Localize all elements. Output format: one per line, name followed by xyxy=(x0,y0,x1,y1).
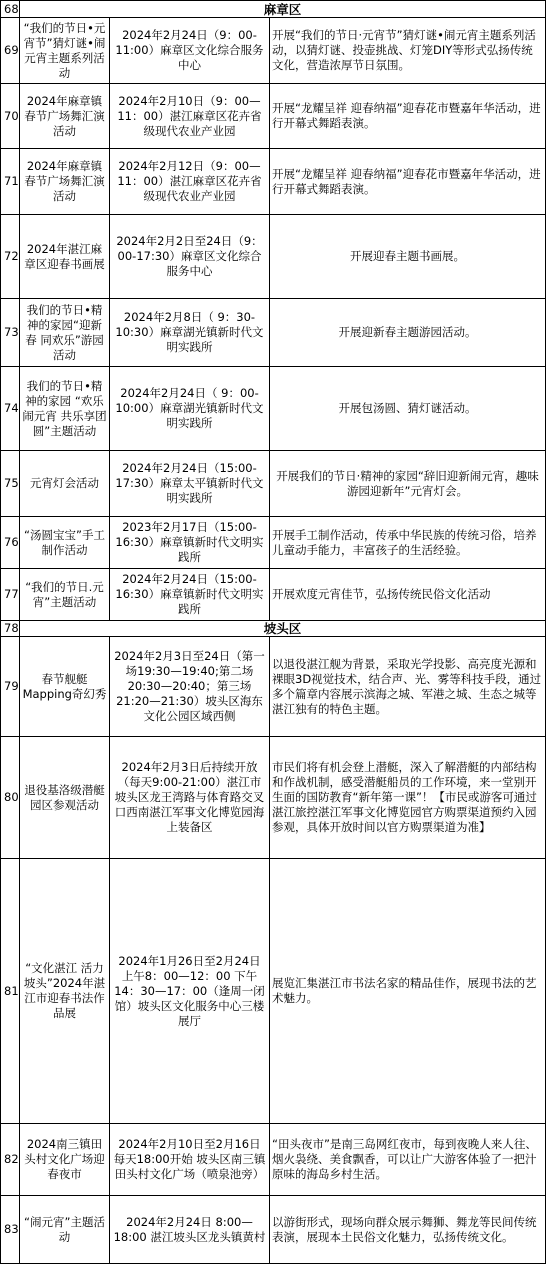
event-name: “文化湛江 活力坡头”2024年湛江市迎春书法作品展 xyxy=(20,859,110,1124)
table-row xyxy=(1,367,546,451)
table-row xyxy=(1,737,546,859)
table-row xyxy=(1,299,546,367)
event-description: 开展包汤圆、猜灯谜活动。 xyxy=(270,367,546,451)
row-number: 78 xyxy=(1,621,20,637)
row-number: 69 xyxy=(1,18,20,84)
event-description: 市民们将有机会登上潜艇，深入了解潜艇的内部结构和作战机制，感受潜艇船员的工作环境，来一堂别开生面的国防教育“新年第一课”！【市民或游客可通过湛江旅控湛江军事文化博览园官方购票渠道预约入园参观，具体开放时间以官方购票渠道为准】 xyxy=(270,737,546,859)
event-time-location: 2024年2月2日至24日（9：00-17:30）麻章区文化综合服务中心 xyxy=(110,215,270,299)
event-description: 以退役湛江舰为背景，采取光学投影、高亮度光源和裸眼3D视觉技术，结合声、光、雾等科技手段，通过多个篇章内容展示滨海之城、军港之城、生态之城等湛江独有的特色主题。 xyxy=(270,637,546,737)
event-time-location: 2023年2月17日（15:00-16:30）麻章镇新时代文明实践所 xyxy=(110,517,270,569)
table-row xyxy=(1,1124,546,1196)
row-number: 75 xyxy=(1,451,20,517)
section-title: 麻章区 xyxy=(20,1,546,18)
event-time-location: 2024年2月24日（15:00-17:30）麻章太平镇新时代文明实践所 xyxy=(110,451,270,517)
event-description: 开展“龙耀呈祥 迎春纳福”迎春花市暨嘉年华活动，进行开幕式舞蹈表演。 xyxy=(270,84,546,149)
event-name: 2024年湛江麻章区迎春书画展 xyxy=(20,215,110,299)
table-row xyxy=(1,1196,546,1264)
event-name: “我们的节日•元宵节”猜灯谜•闹元宵主题系列活动 xyxy=(20,18,110,84)
event-time-location: 2024年2月8日（ 9：30-10:30）麻章湖光镇新时代文明实践所 xyxy=(110,299,270,367)
table-row xyxy=(1,18,546,84)
event-description: 开展迎新春主题游园活动。 xyxy=(270,299,546,367)
row-number: 83 xyxy=(1,1196,20,1264)
event-description: 展览汇集湛江市书法名家的精品佳作，展现书法的艺术魅力。 xyxy=(270,859,546,1124)
event-description: 开展手工制作活动，传承中华民族的传统习俗，培养儿童动手能力，丰富孩子的生活经验。 xyxy=(270,517,546,569)
event-name: 退役基洛级潜艇园区参观活动 xyxy=(20,737,110,859)
section-header-row xyxy=(1,621,546,637)
event-description: 开展迎春主题书画展。 xyxy=(270,215,546,299)
row-number: 70 xyxy=(1,84,20,149)
row-number: 76 xyxy=(1,517,20,569)
event-time-location: 2024年2月10日（9：00—11：00）湛江麻章区花卉省级现代农业产业园 xyxy=(110,84,270,149)
table-row xyxy=(1,451,546,517)
section-header-row xyxy=(1,1,546,18)
event-description: 开展“龙耀呈祥 迎春纳福”迎春花市暨嘉年华活动，进行开幕式舞蹈表演。 xyxy=(270,149,546,215)
row-number: 81 xyxy=(1,859,20,1124)
event-name: 我们的节日•精神的家园 “欢乐闹元宵 共乐享团圆”主题活动 xyxy=(20,367,110,451)
event-name: 2024南三镇田头村文化广场迎春夜市 xyxy=(20,1124,110,1196)
section-title: 坡头区 xyxy=(20,621,546,637)
table-row xyxy=(1,859,546,1124)
event-name: 2024年麻章镇春节广场舞汇演活动 xyxy=(20,149,110,215)
event-time-location: 2024年1月26日至2月24日 上午8：00—12：00 下午14：30—17：00（逢周一闭馆）坡头区文化服务中心三楼展厅 xyxy=(110,859,270,1124)
event-description: 以游街形式，现场向群众展示舞狮、舞龙等民间传统表演，展现本土民俗文化魅力，弘扬传统文化。 xyxy=(270,1196,546,1264)
row-number: 68 xyxy=(1,1,20,18)
row-number: 82 xyxy=(1,1124,20,1196)
event-time-location: 2024年2月24日（9：00-11:00）麻章区文化综合服务中心 xyxy=(110,18,270,84)
event-name: 2024年麻章镇春节广场舞汇演活动 xyxy=(20,84,110,149)
row-number: 80 xyxy=(1,737,20,859)
event-name: 元宵灯会活动 xyxy=(20,451,110,517)
event-name: “闹元宵”主题活动 xyxy=(20,1196,110,1264)
event-time-location: 2024年2月24日（15:00-16:30）麻章镇新时代文明实践所 xyxy=(110,569,270,621)
row-number: 72 xyxy=(1,215,20,299)
event-description: 开展欢度元宵佳节，弘扬传统民俗文化活动 xyxy=(270,569,546,621)
event-name: 我们的节日•精神的家园“迎新春 同欢乐”游园活动 xyxy=(20,299,110,367)
event-time-location: 2024年2月10日至2月16日 每天18:00开始 坡头区南三镇田头村文化广场（喷泉池旁） xyxy=(110,1124,270,1196)
event-name: “我们的节日.元宵”主题活动 xyxy=(20,569,110,621)
table-row xyxy=(1,517,546,569)
row-number: 73 xyxy=(1,299,20,367)
table-row xyxy=(1,569,546,621)
event-time-location: 2024年2月12日（9：00—11：00）湛江麻章区花卉省级现代农业产业园 xyxy=(110,149,270,215)
row-number: 74 xyxy=(1,367,20,451)
table-row xyxy=(1,149,546,215)
event-time-location: 2024年2月3日后持续开放（每天9:00-21:00）湛江市坡头区龙王湾路与体育路交叉口西南湛江军事文化博览园海上装备区 xyxy=(110,737,270,859)
event-description: 开展我们的节日·精神的家园“辞旧迎新闹元宵，趣味游园迎新年”元宵灯会。 xyxy=(270,451,546,517)
table-row xyxy=(1,637,546,737)
event-description: “田头夜市”是南三岛网红夜市，每到夜晚人来人往、烟火袅绕、美食飘香，可以让广大游客体验了一把汁原味的海岛乡村生活。 xyxy=(270,1124,546,1196)
event-name: 春节舰艇Mapping奇幻秀 xyxy=(20,637,110,737)
table-row xyxy=(1,84,546,149)
table-row xyxy=(1,215,546,299)
event-description: 开展“我们的节日·元宵节”猜灯谜•闹元宵主题系列活动，以猜灯谜、投壶挑战、灯笼DIY等形式弘扬传统文化，营造浓厚节日氛围。 xyxy=(270,18,546,84)
row-number: 77 xyxy=(1,569,20,621)
event-time-location: 2024年2月3日至24日（第一场19:30—19:40;第二场20:30—20:40；第三场21:20—21:30）坡头区海东文化公园区域西侧 xyxy=(110,637,270,737)
event-name: “汤圆宝宝”手工制作活动 xyxy=(20,517,110,569)
event-time-location: 2024年2月24日（ 9：00-10:00）麻章湖光镇新时代文明实践所 xyxy=(110,367,270,451)
row-number: 71 xyxy=(1,149,20,215)
event-time-location: 2024年2月24日 8:00—18:00 湛江坡头区龙头镇黄村 xyxy=(110,1196,270,1264)
row-number: 79 xyxy=(1,637,20,737)
